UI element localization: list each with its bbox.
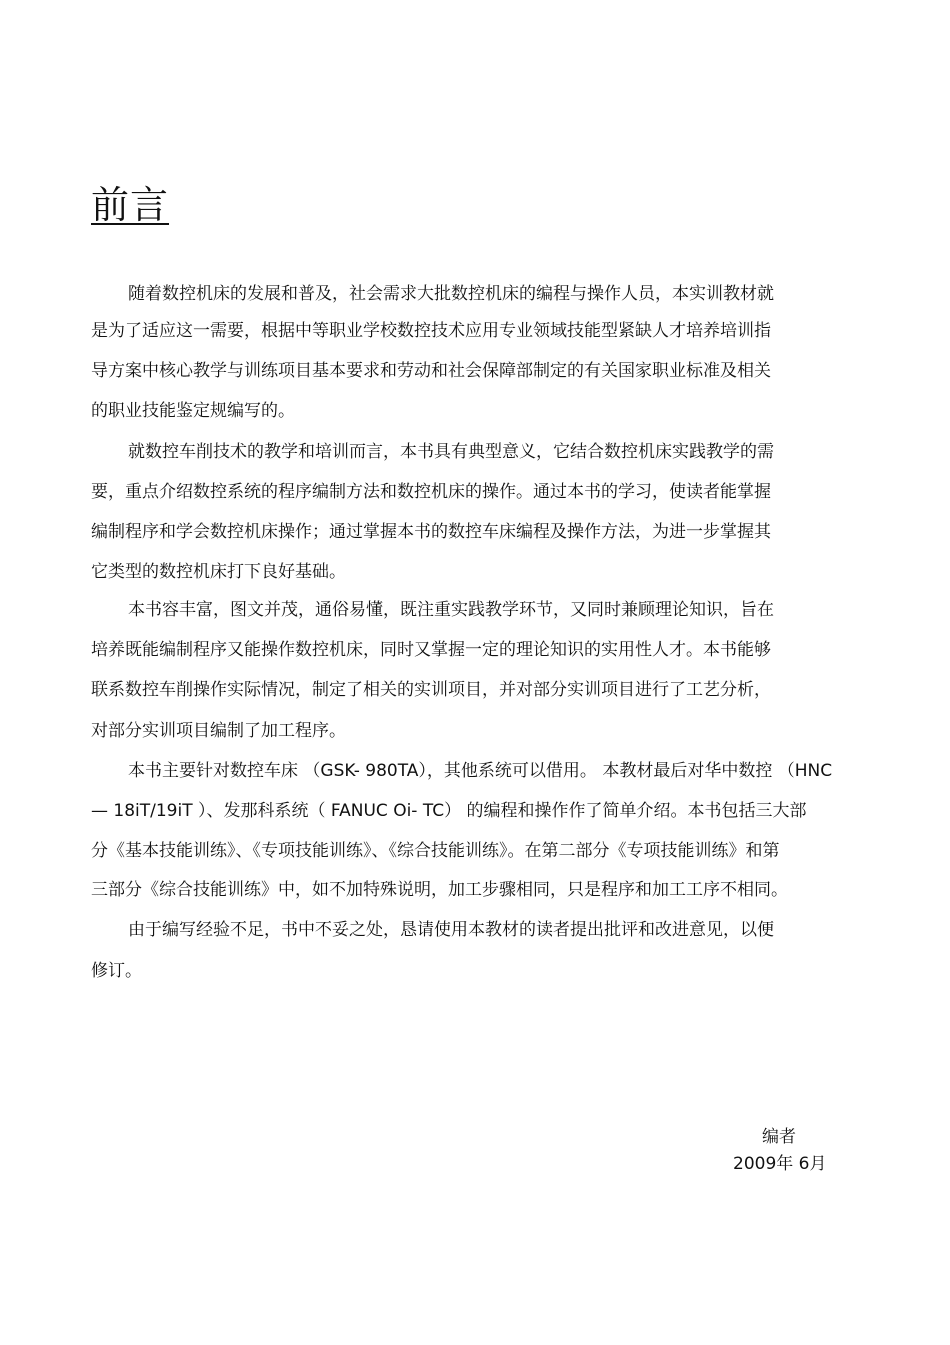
paragraph-line: 本书容丰富，图文并茂，通俗易懂，既注重实践教学环节，又同时兼顾理论知识，旨在 bbox=[128, 600, 774, 620]
paragraph-line: 联系数控车削操作实际情况，制定了相关的实训项目，并对部分实训项目进行了工艺分析， bbox=[91, 680, 771, 700]
paragraph-line: — 18iT/19iT ）、发那科系统（ FANUC Oi- TC） 的编程和操作作了简单介绍。本书包括三大部 bbox=[91, 801, 807, 821]
paragraph-line: 的职业技能鉴定规编写的。 bbox=[91, 401, 295, 421]
paragraph-line: 分《基本技能训练》、《专项技能训练》、《综合技能训练》。在第二部分《专项技能训练》和第 bbox=[91, 841, 780, 861]
paragraph-line: 是为了适应这一需要，根据中等职业学校数控技术应用专业领域技能型紧缺人才培养培训指 bbox=[91, 321, 771, 341]
paragraph-line: 培养既能编制程序又能操作数控机床，同时又掌握一定的理论知识的实用性人才。本书能够 bbox=[91, 640, 771, 660]
paragraph-line: 它类型的数控机床打下良好基础。 bbox=[91, 562, 346, 582]
page-title: 前言 bbox=[91, 183, 170, 227]
paragraph-line: 由于编写经验不足，书中不妥之处，恳请使用本教材的读者提出批评和改进意见，以便 bbox=[128, 920, 774, 940]
paragraph-line: 编制程序和学会数控机床操作；通过掌握本书的数控车床编程及操作方法，为进一步掌握其 bbox=[91, 522, 771, 542]
paragraph-line: 修订。 bbox=[91, 961, 142, 981]
paragraph-line: 导方案中核心教学与训练项目基本要求和劳动和社会保障部制定的有关国家职业标准及相关 bbox=[91, 361, 771, 381]
signature-author: 编者 bbox=[762, 1127, 796, 1147]
paragraph-line: 随着数控机床的发展和普及，社会需求大批数控机床的编程与操作人员，本实训教材就 bbox=[128, 284, 774, 304]
paragraph-line: 本书主要针对数控车床 （GSK- 980TA），其他系统可以借用。 本教材最后对华中数控 （HNC bbox=[128, 761, 833, 781]
signature-date: 2009年 6月 bbox=[733, 1154, 827, 1174]
paragraph-line: 要，重点介绍数控系统的程序编制方法和数控机床的操作。通过本书的学习，使读者能掌握 bbox=[91, 482, 771, 502]
paragraph-line: 就数控车削技术的教学和培训而言，本书具有典型意义，它结合数控机床实践教学的需 bbox=[128, 442, 774, 462]
paragraph-line: 对部分实训项目编制了加工程序。 bbox=[91, 721, 346, 741]
paragraph-line: 三部分《综合技能训练》中，如不加特殊说明，加工步骤相同，只是程序和加工工序不相同。 bbox=[91, 880, 788, 900]
